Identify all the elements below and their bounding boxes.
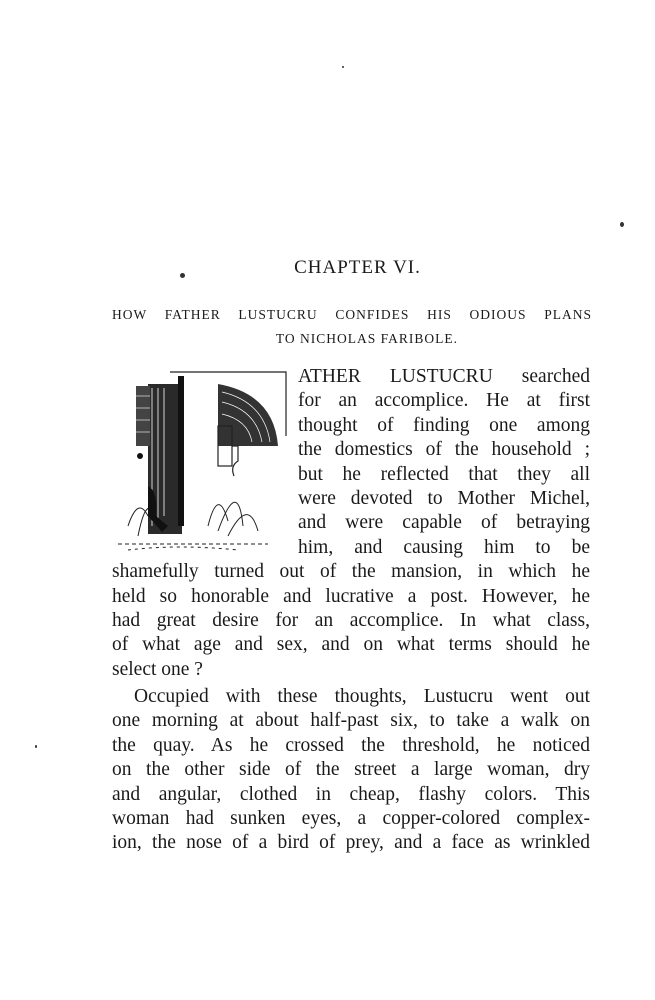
- text-line: Occupied with these thoughts, Lustucru went out: [134, 686, 590, 708]
- text-line: shamefully turned out of the mansion, in which he: [112, 561, 590, 583]
- text-line: had great desire for an accomplice. In what class,: [112, 609, 590, 631]
- scan-speck: [35, 745, 37, 748]
- scan-speck: [342, 66, 344, 68]
- chapter-subtitle: [112, 303, 592, 351]
- text-line: were devoted to Mother Michel,: [298, 487, 590, 509]
- text-line: ATHER LUSTUCRU searched: [298, 366, 590, 387]
- text-line: on the other side of the street a large woman, dry: [112, 759, 590, 781]
- text-line: for an accomplice. He at first: [298, 390, 590, 412]
- text-line: the domestics of the household ;: [298, 439, 590, 461]
- text-line: held so honorable and lucrative a post. However, he: [112, 585, 590, 607]
- text-line: but he reflected that they all: [298, 463, 590, 485]
- text-line: the quay. As he crossed the threshold, he noticed: [112, 734, 590, 756]
- text-line: woman had sunken eyes, a copper-colored complex-: [112, 808, 590, 830]
- subtitle-line: TO NICHOLAS FARIBOLE.: [275, 331, 459, 346]
- scan-speck: [620, 222, 624, 227]
- text-line: of what age and sex, and on what terms should he: [112, 634, 590, 656]
- text-line: and were capable of betraying: [298, 512, 590, 534]
- text-line: him, and causing him to be: [298, 536, 590, 558]
- text-line: ion, the nose of a bird of prey, and a face as wrinkled: [112, 832, 590, 854]
- text-line: thought of finding one among: [298, 414, 590, 436]
- body-text: [112, 365, 590, 856]
- text-line: select one ?: [112, 658, 203, 680]
- chapter-title: CHAPTER VI.: [294, 257, 421, 278]
- subtitle-line: HOW FATHER LUSTUCRU CONFIDES HIS ODIOUS PLANS: [112, 307, 592, 322]
- text-line: one morning at about half-past six, to take a walk on: [112, 710, 590, 732]
- text-line: and angular, clothed in cheap, flashy colors. This: [112, 783, 590, 805]
